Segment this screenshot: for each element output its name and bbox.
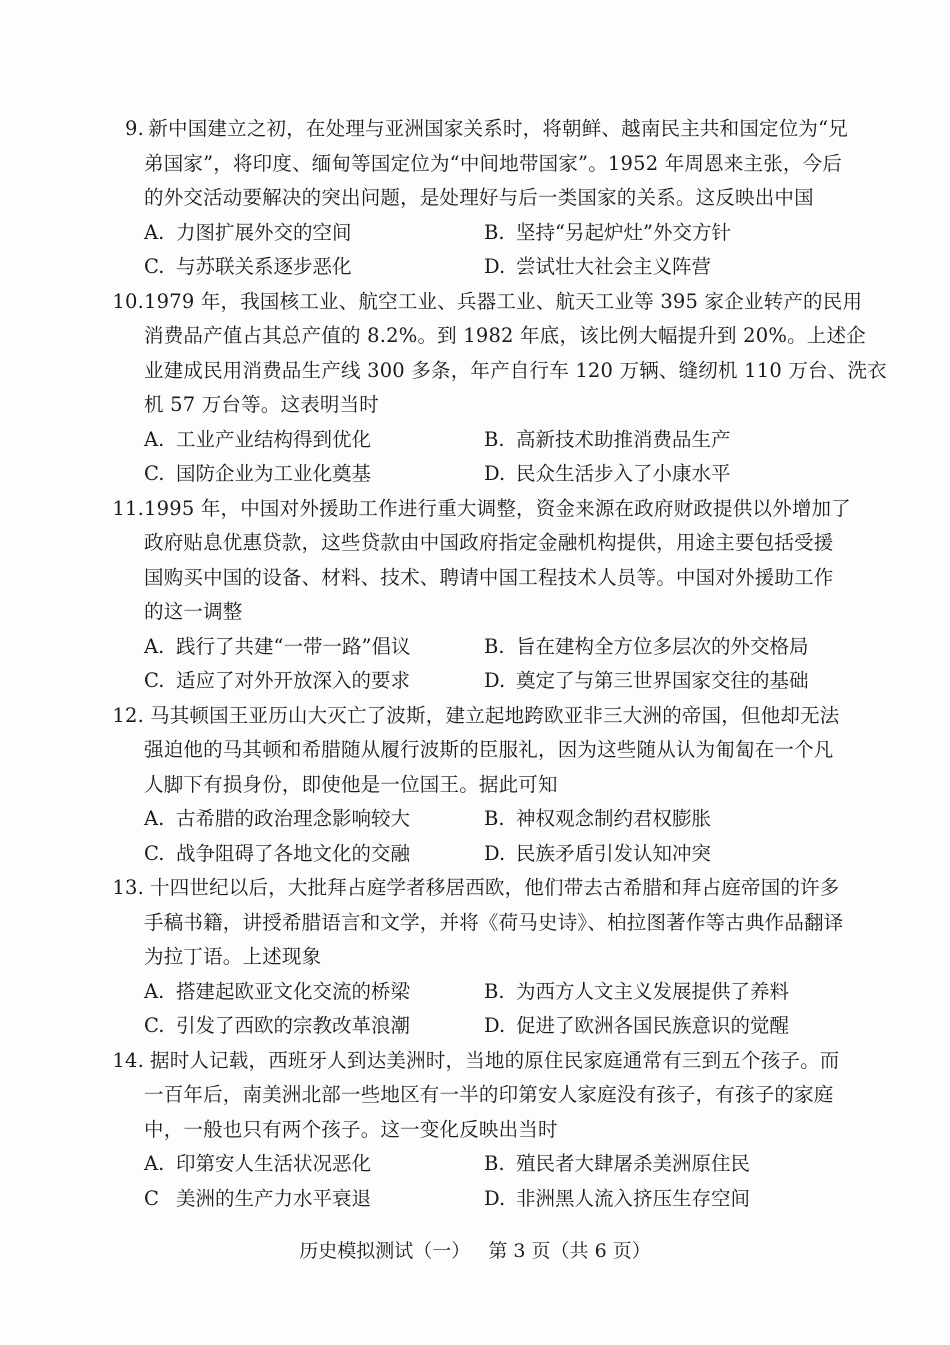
option-d: D. 民族矛盾引发认知冲突 [484,841,712,865]
option-c: C. 适应了对外开放深入的要求 [144,669,411,692]
option-d: D. 促进了欧洲各国民族意识的觉醒 [484,1014,790,1037]
question-text-line: 新中国建立之初，在处理与亚洲国家关系时，将朝鲜、越南民主共和国定位为“兄 [148,117,848,140]
option-a: A. 践行了共建“一带一路”倡议 [144,634,411,658]
options [108,975,848,1044]
option-a: A. 印第安人生活状况恶化 [144,1152,372,1175]
question-number: 10. [112,289,144,313]
option-d: D. 尝试壮大社会主义阵营 [484,255,712,278]
question-text-line: 政府贴息优惠贷款，这些贷款由中国政府指定金融机构提供，用途主要包括受援 [144,531,834,554]
question-text-line: 业建成民用消费品生产线 300 多条，年产自行车 120 万辆、缝纫机 110 万台、洗衣 [144,358,887,382]
question-number: 11. [112,496,144,520]
question-text-line: 人脚下有损身份，即使他是一位国王。据此可知 [144,772,558,796]
option-c: C. 国防企业为工业化奠基 [144,462,372,485]
option-b: B. 神权观念制约君权膨胀 [484,807,712,830]
option-b: B. 坚持“另起炉灶”外交方针 [484,220,731,244]
option-d: D. 非洲黑人流入挤压生存空间 [484,1186,751,1210]
option-c: C. 引发了西欧的宗教改革浪潮 [144,1014,411,1037]
page-footer [0,1236,950,1266]
question-text-line: 手稿书籍，讲授希腊语言和文学，并将《荷马史诗》、柏拉图著作等古典作品翻译 [144,910,844,934]
question-text-line: 弟国家”，将印度、缅甸等国定位为“中间地带国家”。1952 年周恩来主张，今后 [144,151,843,175]
question-text-line: 国购买中国的设备、材料、技术、聘请中国工程技术人员等。中国对外援助工作 [144,565,834,589]
question-text-line: 十四世纪以后，大批拜占庭学者移居西欧，他们带去古希腊和拜占庭帝国的许多 [150,876,840,899]
question-text-line: 强迫他的马其顿和希腊随从履行波斯的臣服礼，因为这些随从认为匍匐在一个凡 [144,738,834,761]
option-a: A. 工业产业结构得到优化 [144,427,372,451]
question-number: 14. [112,1048,144,1072]
option-c: C. 战争阻碍了各地文化的交融 [144,841,411,865]
option-a: A. 古希腊的政治理念影响较大 [144,807,411,830]
option-c: C. 与苏联关系逐步恶化 [144,255,352,278]
question-text-line: 的外交活动要解决的突出问题，是处理好与后一类国家的关系。这反映出中国 [144,186,814,209]
options [108,1147,848,1216]
option-d: D. 民众生活步入了小康水平 [484,462,731,485]
options [108,423,848,492]
option-d: D. 奠定了与第三世界国家交往的基础 [484,669,809,692]
option-b: B. 高新技术助推消费品生产 [484,427,731,451]
question-12 [108,699,848,872]
option-a: A. 力图扩展外交的空间 [144,220,352,244]
question-text-line: 马其顿国王亚历山大灭亡了波斯，建立起地跨欧亚非三大洲的帝国，但他却无法 [150,703,840,727]
question-9 [108,112,848,285]
option-a: A. 搭建起欧亚文化交流的桥梁 [144,979,411,1003]
footer-page-number: 第 3 页（共 6 页） [488,1240,651,1262]
option-b: B. 旨在建构全方位多层次的外交格局 [484,634,809,658]
question-number: 9. [124,117,144,140]
footer-subject: 历史模拟测试（一） [299,1240,471,1262]
questions-container [108,112,887,1216]
question-text-line: 为拉丁语。上述现象 [144,945,322,968]
question-11 [108,492,851,699]
options [108,216,848,285]
option-b: B. 为西方人文主义发展提供了养料 [484,979,790,1003]
option-c: C 美洲的生产力水平衰退 [144,1186,372,1210]
question-number: 13. [112,876,144,899]
question-text-line: 的这一调整 [144,600,243,623]
question-13 [108,871,848,1044]
question-number: 12. [112,703,144,727]
question-text-line: 据时人记载，西班牙人到达美洲时，当地的原住民家庭通常有三到五个孩子。而 [150,1048,840,1072]
question-text-line: 中，一般也只有两个孩子。这一变化反映出当时 [144,1117,558,1141]
question-text-line: 1979 年，我国核工业、航空工业、兵器工业、航天工业等 395 家企业转产的民用 [144,289,863,313]
options [108,630,848,699]
question-text-line: 消费品产值占其总产值的 8.2%。到 1982 年底，该比例大幅提升到 20%。上述企 [144,324,866,347]
options [108,802,848,871]
question-text-line: 一百年后，南美洲北部一些地区有一半的印第安人家庭没有孩子，有孩子的家庭 [144,1083,834,1106]
question-10 [108,285,887,492]
option-b: B. 殖民者大肆屠杀美洲原住民 [484,1152,751,1175]
question-text-line: 机 57 万台等。这表明当时 [144,393,380,416]
question-14 [108,1044,848,1217]
question-text-line: 1995 年，中国对外援助工作进行重大调整，资金来源在政府财政提供以外增加了 [144,496,851,520]
